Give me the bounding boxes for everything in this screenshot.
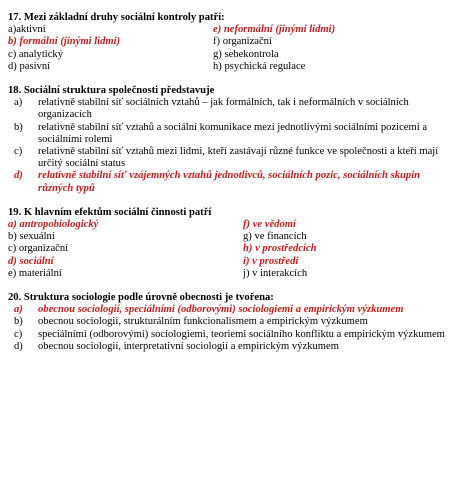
option-b: b) sexuální [8,231,55,243]
option-e: e) neformální (jinými lidmi) [213,24,336,36]
option-h: h) v prostředcích [243,243,317,255]
question-title: 20. Struktura sociologie podle úrovně obecnosti je tvořena: [8,292,274,304]
option-marker: d) [14,170,23,182]
question-title: 19. K hlavním efektům sociální činnosti patří [8,206,212,218]
option-c [8,329,450,341]
option-a [8,97,450,121]
option-text: relativně stabilní síť vzájemných vztahů jednotlivců, sociálních pozic, sociálních skupin různých typů [38,170,421,194]
option-b [8,122,450,146]
option-text: obecnou sociologií, strukturálním funkcionalismem a empirickým výzkumem [38,316,368,328]
option-d [8,170,450,194]
option-b [8,316,450,328]
option-e: e) materiální [8,267,62,279]
option-f: f) organizační [213,36,272,48]
option-g: g) ve financích [243,231,307,243]
option-f: f) ve vědomí [243,219,296,231]
question-19 [8,207,450,280]
option-c: c) organizační [8,243,69,255]
options-grid [8,24,450,73]
question-20 [8,292,450,353]
option-marker: c) [14,328,23,340]
option-c [8,146,450,170]
question-18 [8,85,450,195]
option-h: h) psychická regulace [213,60,306,72]
option-g: g) sebekontrola [213,48,279,60]
option-text: speciálními (odborovými) sociologiemi, teoriemi sociálního konfliktu a empirickým výzkumem [38,328,445,340]
option-text: relativně stabilní síť vztahů a sociální komunikace mezi jednotlivými sociálními pozicemi a sociálními rolemi [38,121,428,145]
options-list [8,304,450,353]
option-marker: b) [14,316,23,328]
options-list [8,97,450,195]
option-i: i) v prostředí [243,255,299,267]
question-17 [8,12,450,73]
option-d [8,341,450,353]
option-a [8,304,450,316]
option-text: obecnou sociologií, speciálními (odborovými) sociologiemi a empirickým výzkumem [38,304,404,316]
options-grid [8,219,450,280]
option-text: obecnou sociologií, interpretativní sociologií a empirickým výzkumem [38,340,339,352]
option-c: c) analytický [8,48,64,60]
option-a: a) antropobiologický [8,219,99,231]
option-d: d) sociální [8,255,54,267]
option-marker: a) [14,304,23,316]
option-marker: d) [14,340,23,352]
question-title: 17. Mezi základní druhy sociální kontroly patří: [8,12,225,23]
quiz-page [8,12,450,365]
option-d: d) pasivní [8,60,51,72]
option-marker: c) [14,146,23,158]
option-marker: b) [14,121,23,133]
option-marker: a) [14,97,23,109]
option-j: j) v interakcích [243,267,308,279]
option-text: relativně stabilní síť sociálních vztahů – jak formálních, tak i neformálních v sociálních organizacích [38,97,409,121]
option-text: relativně stabilní síť vztahů mezi lidmi, kteří zastávají různé funkce ve společnosti a kteří mají určitý sociální status [38,146,439,170]
option-b: b) formální (jinými lidmi) [8,36,121,48]
option-a: a)aktivní [8,24,46,36]
question-title: 18. Sociální struktura společnosti představuje [8,85,215,97]
